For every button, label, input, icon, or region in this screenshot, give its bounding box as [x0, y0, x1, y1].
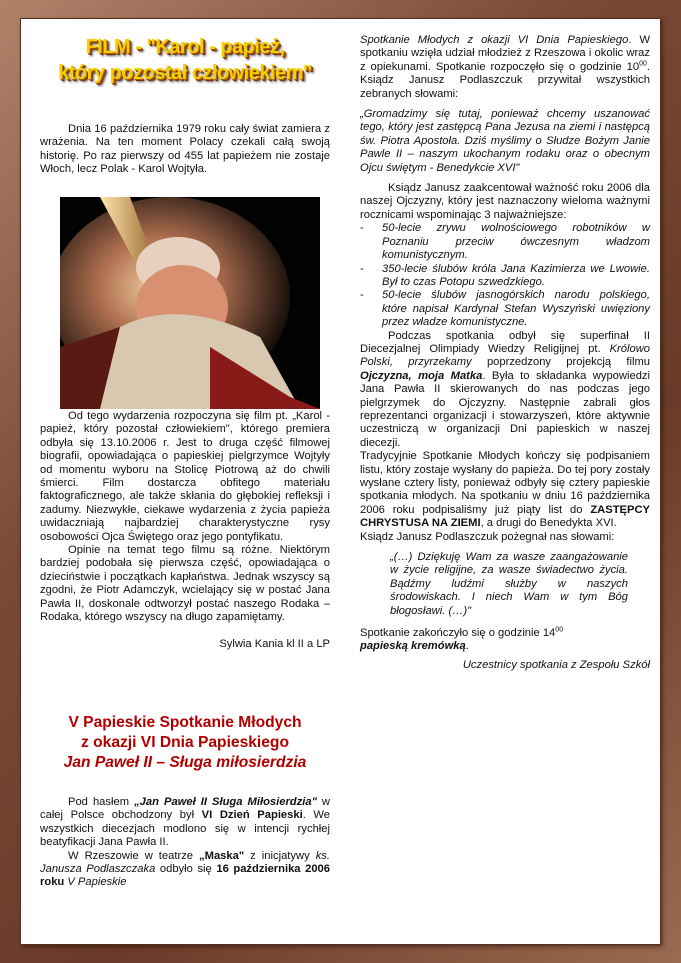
anniversary-list [360, 222, 650, 329]
right-column [360, 34, 650, 672]
left-column-film [40, 410, 330, 651]
meeting-paragraph-2: W Rzeszowie w teatrze „Maska" z inicjatywy ks. Janusza Podlaszczaka odbyło się 16 października 2006 roku V Papieskie [40, 849, 331, 889]
meeting-paragraph-6: Ksiądz Janusz Podlaszczuk pożegnał nas słowami: [360, 530, 615, 543]
film-paragraph-3: Opinie na temat tego filmu są różne. Niektórym bardziej podobała się pierwsza część, opowiadająca o dzieciństwie i początkach kapłaństwa. Jednak wszyscy są zgodni, że Piotr Adamczyk, wcielający się w postać Jana Pawła II, doskonale odtworzył postać naszego Rodaka – Rodaka, którego wszyscy na długo zapamiętamy. [40, 544, 330, 624]
meeting-heading-line3: Jan Paweł II – Sługa miłosierdzia [63, 754, 307, 771]
meeting-paragraph-7: Spotkanie zakończyło się o godzinie $14^{00}$ papieską kremówką. [360, 626, 564, 653]
pope-photo-image [60, 197, 320, 409]
meeting-paragraph-5: Tradycyjnie Spotkanie Młodych kończy się podpisaniem listu, który zostaje wysłany do papieża. Do tej pory zostały wysłane cztery listy, ponieważ odbyły się cztery papieskie spotkania młodych. Na spotkaniu w dniu 16 października 2006 roku podpisaliśmy już piąty list do ZASTĘPCY CHRYSTUSA NA ZIEMI, a drugi do Benedykta XVI. [360, 450, 650, 530]
pope-photo [60, 197, 320, 409]
film-title [30, 34, 340, 86]
film-paragraph-1: Dnia 16 października 1979 roku cały świat zamiera z wrażenia. Na ten moment Polacy czekali całą swoją historię. Po raz pierwszy od 455 lat papieżem nie zostaje Włoch, lecz Polak - Karol Wojtyła. [40, 123, 330, 176]
meeting-quote-1: „Gromadzimy się tutaj, ponieważ chcemy uszanować tego, który jest zastępcą Pana Jezusa na ziemi i następcą św. Piotra Apostoła. Dziś myślimy o Słudze Bożym Janie Pawle II – naszym ukochanym rodaku oraz o obecnym Ojcu świętym - Benedykcie XVI" [360, 108, 650, 174]
meeting-quote-2: „(…) Dziękuję Wam za wasze zaangażowanie w życie religijne, za wasze świadectwo życia. Bądźmy ludźmi służby w naszych środowiskach. I niech Wam w tym Bóg błogosławi. (…)" [390, 551, 628, 617]
meeting-heading [30, 713, 340, 773]
left-column-top [40, 123, 330, 177]
film-signature: Sylwia Kania kl II a LP [219, 637, 330, 650]
list-item: - 50-lecie ślubów jasnogórskich narodu polskiego, które napisał Kardynał Stefan Wyszyński uwięziony przez władze komunistyczne. [360, 289, 650, 329]
film-title-line1: FILM - "Karol - papież, [85, 36, 285, 58]
left-column-meeting [40, 796, 330, 890]
list-item: - 350-lecie ślubów króla Jana Kazimierza we Lwowie. Był to czas Potopu szwedzkiego. [360, 263, 650, 290]
meeting-heading-line1: V Papieskie Spotkanie Młodych [68, 714, 302, 731]
meeting-heading-line2: z okazji VI Dnia Papieskiego [81, 734, 289, 751]
meeting-paragraph-3: Ksiądz Janusz zaakcentował ważność roku 2006 dla naszej Ojczyzny, który jest naznaczony wieloma ważnymi rocznicami wspominając 3 najważniejsze: [360, 182, 650, 221]
film-title-line2: który pozostał człowiekiem" [58, 62, 312, 84]
list-item: - 50-lecie zrywu wolnościowego robotników w Poznaniu przeciw ówczesnym władzom komunistycznym. [360, 222, 650, 262]
meeting-paragraph-1: Pod hasłem „Jan Paweł II Sługa Miłosierdzia" w całej Polsce obchodzony był VI Dzień Papieski. We wszystkich diecezjach modlono się w intencji rychłej beatyfikacji Jana Pawła II. [40, 796, 331, 849]
film-paragraph-2: Od tego wydarzenia rozpoczyna się film pt. „Karol - papież, który pozostał człowiekiem", którego premiera odbyła się 13.10.2006 r. Jest to druga część filmowej biografii, opowiadająca o papieskiej pielgrzymce Wojtyły od momentu wyboru na Stolicę Piotrową aż do chwili śmierci. Film dostarcza obfitego materiału faktograficznego, ale także skłania do głębokiej refleksji i zadumy. Niezwykłe, ciekawe wydarzenia z życia papieża uwidaczniają najbardziej charakterystyczne rysy osobowości Ojca Świętego oraz jego pontyfikatu. [40, 410, 330, 543]
meeting-signature: Uczestnicy spotkania z Zespołu Szkół [462, 658, 650, 671]
meeting-paragraph-4: Podczas spotkania odbył się superfinał II Diecezjalnej Olimpiady Wiedzy Religijnej pt. Królowo Polski, przyrzekamy poprzedzony projekcją filmu Ojczyzna, moja Matka. Była to składanka wypowiedzi Jana Pawła II skierowanych do nas podczas jego pielgrzymek do Ojczyzny. Następnie zabrali głos reprezentanci organizacji i stowarzyszeń, które aktywnie uczestniczą w organizacji Dni papieskich w naszej diecezji. [360, 329, 650, 449]
meeting-paragraph-2-cont: Spotkanie Młodych z okazji VI Dnia Papieskiego. W spotkaniu wzięła udział młodzież z Rzeszowa i okolic wraz z opiekunami. Spotkanie rozpoczęło się o godzinie $10^{00}$. Ksiądz Janusz Podlaszczuk przywitał wszystkich zebranych słowami: [360, 34, 651, 100]
